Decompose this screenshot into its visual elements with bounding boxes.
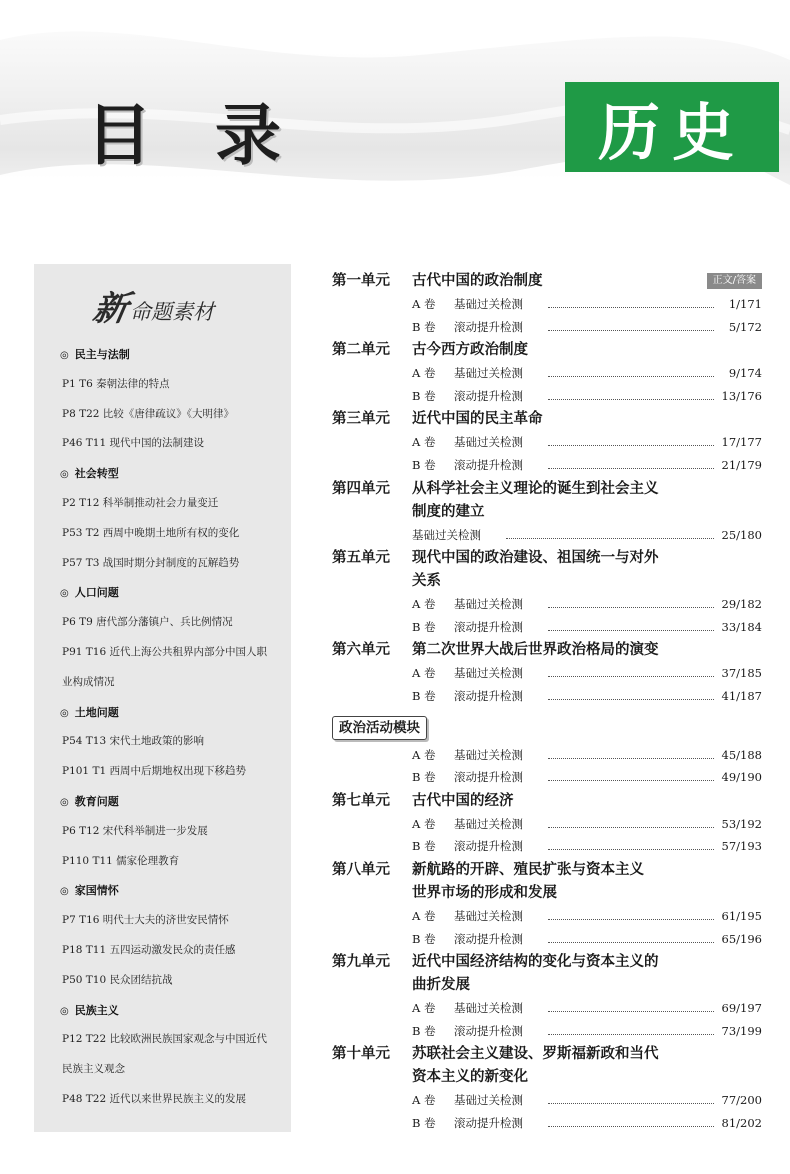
test-name: 基础过关检测 <box>454 908 523 923</box>
sidebar-item: P54 T13 宋代土地政策的影响 <box>62 735 204 748</box>
unit-heading[interactable] <box>332 408 762 431</box>
test-entry[interactable] <box>332 1020 762 1043</box>
page-numbers: 65/196 <box>721 931 762 946</box>
test-entry[interactable] <box>332 616 762 639</box>
page-numbers: 45/188 <box>721 747 762 762</box>
bullet-ring-icon: ◎ <box>60 707 69 719</box>
test-name: 滚动提升检测 <box>454 319 523 334</box>
paper-label: A 卷 <box>412 1093 436 1108</box>
unit-label: 第八单元 <box>332 861 390 878</box>
sidebar-category <box>34 876 291 906</box>
sidebar-category <box>34 459 291 489</box>
paper-label: B 卷 <box>412 1023 436 1038</box>
sidebar-item: P48 T22 近代以来世界民族主义的发展 <box>62 1092 246 1105</box>
sidebar-item-continuation: 业构成情况 <box>62 675 115 688</box>
dot-leader <box>548 1126 714 1127</box>
page-numbers: 73/199 <box>721 1023 762 1038</box>
paper-label: A 卷 <box>412 908 436 923</box>
page-numbers: 37/185 <box>721 666 762 681</box>
sidebar-category-label: 家国情怀 <box>74 884 119 898</box>
unit-title: 苏联社会主义建设、罗斯福新政和当代 <box>412 1046 659 1063</box>
page-numbers: 77/200 <box>721 1093 762 1108</box>
test-entry[interactable] <box>332 744 762 767</box>
dot-leader <box>548 849 714 850</box>
page-numbers: 5/172 <box>728 319 762 334</box>
sidebar-item: P7 T16 明代士大夫的济世安民情怀 <box>62 914 229 927</box>
sidebar-item: P50 T10 民众团结抗战 <box>62 973 173 986</box>
test-entry[interactable] <box>332 905 762 928</box>
page-numbers: 57/193 <box>721 839 762 854</box>
dot-leader <box>548 827 714 828</box>
bullet-ring-icon: ◎ <box>60 796 69 808</box>
page-numbers: 9/174 <box>728 366 762 381</box>
dot-leader <box>548 758 714 759</box>
sidebar-category-label: 社会转型 <box>74 467 119 481</box>
unit-label: 第六单元 <box>332 642 390 659</box>
page-numbers: 69/197 <box>721 1001 762 1016</box>
sidebar-item: P18 T11 五四运动激发民众的责任感 <box>62 943 236 956</box>
sidebar-item: P57 T3 战国时期分封制度的瓦解趋势 <box>62 556 240 569</box>
page-numbers: 13/176 <box>721 388 762 403</box>
test-entry[interactable] <box>332 1112 762 1135</box>
unit-heading[interactable] <box>332 478 762 501</box>
unit-title-continuation: 资本主义的新变化 <box>412 1069 528 1086</box>
paper-label: A 卷 <box>412 666 436 681</box>
unit-label: 第四单元 <box>332 480 390 497</box>
sidebar-title <box>89 284 214 330</box>
paper-label: A 卷 <box>412 816 436 831</box>
unit-title: 从科学社会主义理论的诞生到社会主义 <box>412 480 659 497</box>
unit-title: 古代中国的经济 <box>412 792 514 809</box>
test-entry[interactable] <box>332 835 762 858</box>
test-name: 基础过关检测 <box>454 435 523 450</box>
sidebar-item: P8 T22 比较《唐律疏议》《大明律》 <box>62 407 235 420</box>
test-name: 基础过关检测 <box>454 366 523 381</box>
page-numbers: 1/171 <box>728 297 762 311</box>
test-name: 基础过关检测 <box>454 747 523 762</box>
module-label-box: 政治活动模块 <box>332 716 427 740</box>
test-name: 滚动提升检测 <box>454 688 523 703</box>
test-name: 基础过关检测 <box>454 1093 523 1108</box>
test-name: 基础过关检测 <box>454 666 523 681</box>
dot-leader <box>548 376 714 377</box>
dot-leader <box>548 1103 714 1104</box>
sidebar-category-label: 民族主义 <box>74 1003 119 1017</box>
page-numbers: 25/180 <box>721 527 762 542</box>
page-numbers: 21/179 <box>721 457 762 472</box>
unit-label: 第三单元 <box>332 411 390 428</box>
dot-leader <box>506 538 714 539</box>
dot-leader <box>548 607 714 608</box>
unit-title: 现代中国的政治建设、祖国统一与对外 <box>412 550 659 567</box>
sidebar-item: P110 T11 儒家伦理教育 <box>62 854 180 867</box>
dot-leader <box>548 676 714 677</box>
module-heading <box>332 708 762 744</box>
test-entry[interactable] <box>332 766 762 789</box>
test-name: 基础过关检测 <box>454 297 523 311</box>
sidebar-category-label: 人口问题 <box>74 586 119 600</box>
sidebar-item: P91 T16 近代上海公共租界内部分中国人职 <box>62 645 267 658</box>
sidebar-item: P46 T11 现代中国的法制建设 <box>62 437 204 450</box>
sidebar-category <box>34 787 291 817</box>
paper-label: A 卷 <box>412 435 436 450</box>
unit-title: 古今西方政治制度 <box>412 342 528 359</box>
unit-label: 第五单元 <box>332 550 390 567</box>
test-name: 滚动提升检测 <box>454 1115 523 1130</box>
test-entry[interactable] <box>332 454 762 477</box>
dot-leader <box>548 942 714 943</box>
dot-leader <box>548 1011 714 1012</box>
test-name: 滚动提升检测 <box>454 457 523 472</box>
sidebar-item: P12 T22 比较欧洲民族国家观念与中国近代 <box>62 1033 267 1046</box>
sidebar-category-label: 土地问题 <box>74 705 119 719</box>
unit-label: 第二单元 <box>332 342 390 359</box>
bullet-ring-icon: ◎ <box>60 350 69 361</box>
sidebar-category <box>34 996 291 1026</box>
unit-title: 新航路的开辟、殖民扩张与资本主义 <box>412 861 644 878</box>
paper-label: B 卷 <box>412 388 436 403</box>
test-entry[interactable] <box>332 524 762 547</box>
unit-label: 第十单元 <box>332 1046 390 1063</box>
dot-leader <box>548 468 714 469</box>
paper-label: B 卷 <box>412 457 436 472</box>
text-answer-badge: 正文/答案 <box>707 273 762 289</box>
sidebar-title-text: 命题素材 <box>130 300 214 324</box>
test-entry[interactable] <box>332 293 762 316</box>
unit-heading[interactable] <box>332 790 762 813</box>
paper-label: B 卷 <box>412 619 436 634</box>
unit-heading[interactable] <box>332 1043 762 1066</box>
sidebar-panel <box>34 264 291 1132</box>
test-entry[interactable] <box>332 431 762 454</box>
unit-title: 古代中国的政治制度 <box>412 273 543 289</box>
paper-label: B 卷 <box>412 770 436 785</box>
paper-label: A 卷 <box>412 597 436 612</box>
sidebar-category <box>34 340 291 370</box>
sidebar-list <box>34 340 291 1115</box>
bullet-ring-icon: ◎ <box>60 469 69 481</box>
test-entry[interactable] <box>332 362 762 385</box>
test-entry[interactable] <box>332 997 762 1020</box>
sidebar-item: P1 T6 秦朝法律的特点 <box>62 377 170 390</box>
test-entry[interactable] <box>332 685 762 708</box>
unit-title-continuation: 曲折发展 <box>412 977 470 994</box>
page-numbers: 41/187 <box>721 688 762 703</box>
test-name: 滚动提升检测 <box>454 770 523 785</box>
dot-leader <box>548 919 714 920</box>
bullet-ring-icon: ◎ <box>60 886 69 898</box>
sidebar-title-char: 新 <box>89 289 131 329</box>
paper-label: A 卷 <box>412 297 436 311</box>
page-numbers: 33/184 <box>721 619 762 634</box>
test-name: 滚动提升检测 <box>454 619 523 634</box>
dot-leader <box>548 399 714 400</box>
sidebar-item: P6 T9 唐代部分藩镇户、兵比例情况 <box>62 616 233 629</box>
unit-heading[interactable] <box>332 270 762 293</box>
bullet-ring-icon: ◎ <box>60 588 69 600</box>
unit-title-continuation: 关系 <box>412 573 441 590</box>
sidebar-item: P6 T12 宋代科举制进一步发展 <box>62 824 208 837</box>
bullet-ring-icon: ◎ <box>60 1005 69 1017</box>
test-entry[interactable] <box>332 593 762 616</box>
test-entry[interactable] <box>332 662 762 685</box>
paper-label: B 卷 <box>412 1115 436 1130</box>
page-numbers: 53/192 <box>721 816 762 831</box>
sidebar-category <box>34 578 291 608</box>
page-numbers: 61/195 <box>721 908 762 923</box>
sidebar-category-label: 教育问题 <box>74 794 119 808</box>
unit-heading[interactable] <box>332 859 762 882</box>
table-of-contents <box>332 270 762 1134</box>
test-name: 滚动提升检测 <box>454 839 523 854</box>
page-numbers: 17/177 <box>721 435 762 450</box>
test-entry[interactable] <box>332 813 762 836</box>
paper-label: A 卷 <box>412 747 436 762</box>
paper-label: B 卷 <box>412 319 436 334</box>
paper-label: B 卷 <box>412 931 436 946</box>
sidebar-item: P53 T2 西周中晚期土地所有权的变化 <box>62 526 240 539</box>
page-title: 目 录 <box>86 97 301 174</box>
unit-heading[interactable] <box>332 639 762 662</box>
dot-leader <box>548 330 714 331</box>
paper-label: B 卷 <box>412 839 436 854</box>
test-name: 滚动提升检测 <box>454 388 523 403</box>
unit-label: 第九单元 <box>332 954 390 971</box>
unit-label: 第七单元 <box>332 792 390 809</box>
paper-label: B 卷 <box>412 688 436 703</box>
unit-title-continuation: 世界市场的形成和发展 <box>412 884 557 901</box>
dot-leader <box>548 630 714 631</box>
page-numbers: 29/182 <box>721 597 762 612</box>
page-numbers: 49/190 <box>721 770 762 785</box>
test-name: 基础过关检测 <box>454 1001 523 1016</box>
dot-leader <box>548 307 714 308</box>
page-numbers: 81/202 <box>721 1115 762 1130</box>
unit-title: 近代中国经济结构的变化与资本主义的 <box>412 954 659 971</box>
subject-badge: 历史 <box>565 82 779 172</box>
test-entry[interactable] <box>332 928 762 951</box>
dot-leader <box>548 445 714 446</box>
test-entry[interactable] <box>332 1089 762 1112</box>
sidebar-item: P2 T12 科举制推动社会力量变迁 <box>62 496 219 509</box>
unit-label: 第一单元 <box>332 273 390 289</box>
unit-title: 近代中国的民主革命 <box>412 411 543 428</box>
sidebar-item-continuation: 民族主义观念 <box>62 1063 125 1076</box>
unit-title-continuation: 制度的建立 <box>412 503 485 520</box>
unit-title: 第二次世界大战后世界政治格局的演变 <box>412 642 659 659</box>
dot-leader <box>548 1034 714 1035</box>
sidebar-category-label: 民主与法制 <box>74 348 130 361</box>
test-name: 滚动提升检测 <box>454 931 523 946</box>
test-name: 基础过关检测 <box>454 816 523 831</box>
test-entry[interactable] <box>332 385 762 408</box>
unit-heading[interactable] <box>332 951 762 974</box>
test-name: 滚动提升检测 <box>454 1023 523 1038</box>
unit-heading[interactable] <box>332 547 762 570</box>
unit-heading[interactable] <box>332 339 762 362</box>
test-name: 基础过关检测 <box>412 527 481 542</box>
test-entry[interactable] <box>332 316 762 339</box>
dot-leader <box>548 780 714 781</box>
sidebar-item: P101 T1 西周中后期地权出现下移趋势 <box>62 765 246 778</box>
dot-leader <box>548 699 714 700</box>
paper-label: A 卷 <box>412 1001 436 1016</box>
test-name: 基础过关检测 <box>454 597 523 612</box>
sidebar-category <box>34 698 291 728</box>
paper-label: A 卷 <box>412 366 436 381</box>
